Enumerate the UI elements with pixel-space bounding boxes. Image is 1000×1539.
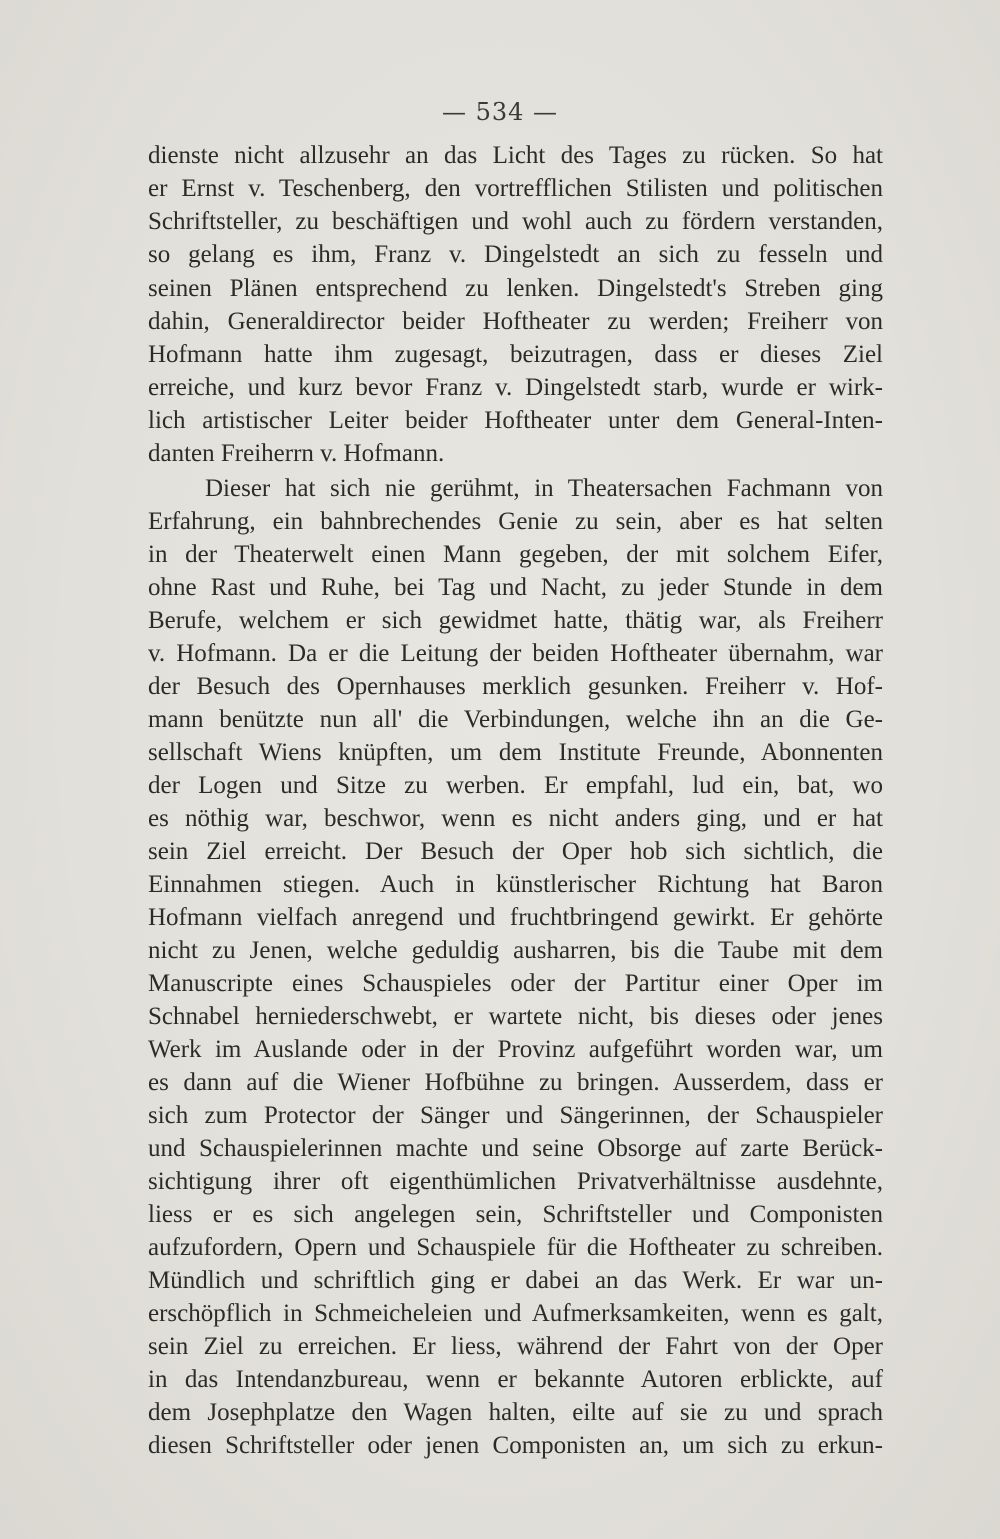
text-line: ohne Rast und Ruhe, bei Tag und Nacht, zu jeder Stunde in dem [148,574,883,601]
text-line: Dieser hat sich nie gerühmt, in Theatersachen Fachmann von [205,475,883,502]
text-line: Hofmann hatte ihm zugesagt, beizutragen, dass er dieses Ziel [148,341,883,368]
text-line: der Besuch des Opernhauses merklich gesunken. Freiherr v. Hof- [148,673,883,700]
text-line: und Schauspielerinnen machte und seine Obsorge auf zarte Berück- [148,1135,883,1162]
text-line: liess er es sich angelegen sein, Schriftsteller und Componisten [148,1201,883,1228]
text-line: in das Intendanzbureau, wenn er bekannte Autoren erblickte, auf [148,1366,883,1393]
text-line: Schriftsteller, zu beschäftigen und wohl auch zu fördern verstanden, [148,208,883,235]
text-line: so gelang es ihm, Franz v. Dingelstedt an sich zu fesseln und [148,241,883,268]
text-line: erschöpflich in Schmeicheleien und Aufmerksamkeiten, wenn es galt, [148,1300,883,1327]
text-line: dem Josephplatze den Wagen halten, eilte auf sie zu und sprach [148,1399,883,1426]
text-line: erreiche, und kurz bevor Franz v. Dingelstedt starb, wurde er wirk- [148,374,883,401]
text-line: danten Freiherrn v. Hofmann. [148,440,445,467]
text-line: er Ernst v. Teschenberg, den vortrefflichen Stilisten und politischen [148,175,883,202]
text-line: es dann auf die Wiener Hofbühne zu bringen. Ausserdem, dass er [148,1069,883,1096]
text-line: v. Hofmann. Da er die Leitung der beiden Hoftheater übernahm, war [148,640,883,667]
text-line: seinen Plänen entsprechend zu lenken. Dingelstedt's Streben ging [148,275,883,302]
text-line: Berufe, welchem er sich gewidmet hatte, thätig war, als Freiherr [148,607,883,634]
text-line: der Logen und Sitze zu werben. Er empfahl, lud ein, bat, wo [148,772,883,799]
text-line: diesen Schriftsteller oder jenen Componisten an, um sich zu erkun- [148,1432,883,1459]
text-line: sichtigung ihrer oft eigenthümlichen Privatverhältnisse ausdehnte, [148,1168,883,1195]
text-line: sich zum Protector der Sänger und Sängerinnen, der Schauspieler [148,1102,883,1129]
text-line: sein Ziel erreicht. Der Besuch der Oper hob sich sichtlich, die [148,838,883,865]
text-line: nicht zu Jenen, welche geduldig ausharren, bis die Taube mit dem [148,937,883,964]
text-line: es nöthig war, beschwor, wenn es nicht anders ging, und er hat [148,805,883,832]
text-line: lich artistischer Leiter beider Hoftheater unter dem General-Inten- [148,407,883,434]
text-line: mann benützte nun all' die Verbindungen, welche ihn an die Ge- [148,706,883,733]
text-line: in der Theaterwelt einen Mann gegeben, der mit solchem Eifer, [148,541,883,568]
text-line: sein Ziel zu erreichen. Er liess, während der Fahrt von der Oper [148,1333,883,1360]
text-line: Werk im Auslande oder in der Provinz aufgeführt worden war, um [148,1036,883,1063]
page-number: — 534 — [441,98,559,126]
text-line: Manuscripte eines Schauspieles oder der Partitur einer Oper im [148,970,883,997]
text-line: Mündlich und schriftlich ging er dabei an das Werk. Er war un- [148,1267,883,1294]
text-line: Hofmann vielfach anregend und fruchtbringend gewirkt. Er gehörte [148,904,883,931]
text-line: dienste nicht allzusehr an das Licht des Tages zu rücken. So hat [148,142,883,169]
text-line: Erfahrung, ein bahnbrechendes Genie zu sein, aber es hat selten [148,508,883,535]
text-line: Einnahmen stiegen. Auch in künstlerischer Richtung hat Baron [148,871,883,898]
text-line: dahin, Generaldirector beider Hoftheater zu werden; Freiherr von [148,308,883,335]
text-line: Schnabel herniederschwebt, er wartete nicht, bis dieses oder jenes [148,1003,883,1030]
text-line: sellschaft Wiens knüpften, um dem Institute Freunde, Abonnenten [148,739,883,766]
text-line: aufzufordern, Opern und Schauspiele für die Hoftheater zu schreiben. [148,1234,883,1261]
